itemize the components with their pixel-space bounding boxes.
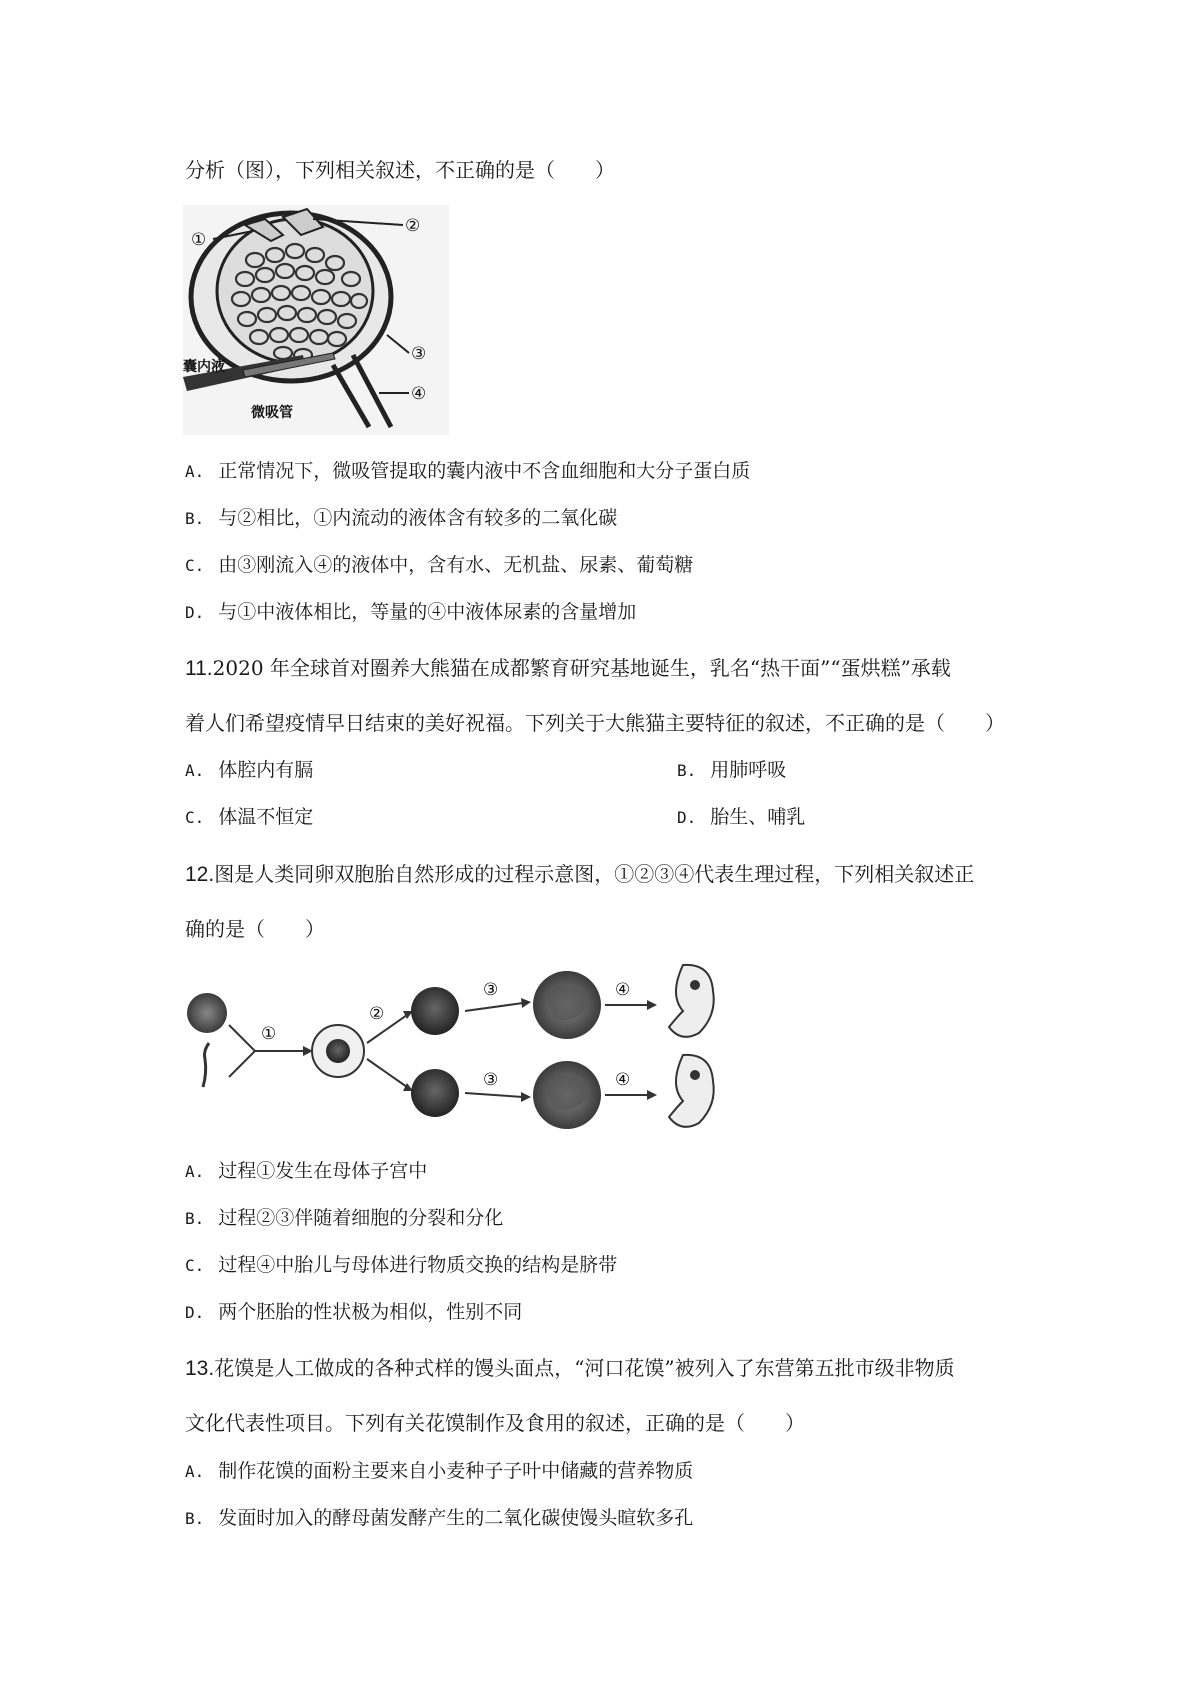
option-letter: D. — [185, 603, 205, 622]
q12-option-d — [185, 1299, 522, 1326]
option-text: 用肺呼吸 — [710, 759, 787, 781]
q12-option-a — [185, 1158, 427, 1185]
question-text: 图是人类同卵双胞胎自然形成的过程示意图，①②③④代表生理过程，下列相关叙述正 — [214, 862, 975, 886]
q11-stem-line2: 着人们希望疫情早日结束的美好祝福。下列关于大熊猫主要特征的叙述，不正确的是（ ） — [185, 711, 1005, 735]
option-letter: D. — [677, 808, 697, 827]
fig12-label-1: ① — [261, 1024, 277, 1044]
option-text: 与②相比，①内流动的液体含有较多的二氧化碳 — [218, 507, 618, 529]
option-text: 过程①发生在母体子宫中 — [218, 1160, 428, 1182]
fig10-label-2: ② — [405, 216, 421, 236]
fig12-label-3b: ③ — [483, 1070, 499, 1090]
q10-option-a — [185, 458, 750, 485]
q13-option-b — [185, 1505, 693, 1532]
q12-twin-development-figure — [183, 955, 723, 1135]
option-letter: B. — [185, 1509, 205, 1528]
question-text: 2020 年全球首对圈养大熊猫在成都繁育研究基地诞生，乳名“热干面”“蛋烘糕”承载 — [212, 656, 951, 680]
q13-stem-line2: 文化代表性项目。下列有关花馍制作及食用的叙述，正确的是（ ） — [185, 1411, 805, 1435]
question-text: 花馍是人工做成的各种式样的馒头面点，“河口花馍”被列入了东营第五批市级非物质 — [214, 1356, 955, 1380]
q12-stem-line1 — [185, 861, 974, 888]
q10-nephron-figure — [183, 205, 449, 435]
option-text: 过程②③伴随着细胞的分裂和分化 — [218, 1207, 504, 1229]
q10-stem-tail: 分析（图），下列相关叙述，不正确的是（ ） — [185, 158, 615, 182]
option-letter: A. — [185, 1462, 205, 1481]
option-letter: A. — [185, 761, 205, 780]
option-text: 与①中液体相比，等量的④中液体尿素的含量增加 — [218, 601, 637, 623]
option-letter: C. — [185, 808, 205, 827]
fig12-label-2a: ② — [369, 1004, 385, 1024]
fig12-label-4b: ④ — [615, 1070, 631, 1090]
q12-option-b — [185, 1205, 503, 1232]
q11-stem-line1 — [185, 655, 951, 682]
fig10-label-4: ④ — [411, 384, 427, 404]
question-number: 13. — [185, 1357, 215, 1380]
option-text: 胎生、哺乳 — [710, 806, 806, 828]
question-number: 12. — [185, 863, 215, 886]
q10-option-b — [185, 505, 617, 532]
option-letter: B. — [185, 1209, 205, 1228]
option-text: 体温不恒定 — [218, 806, 314, 828]
option-text: 体腔内有膈 — [218, 759, 314, 781]
option-letter: A. — [185, 462, 205, 481]
option-letter: B. — [185, 509, 205, 528]
q11-option-d — [677, 804, 805, 831]
option-text: 由③刚流入④的液体中，含有水、无机盐、尿素、葡萄糖 — [218, 554, 694, 576]
option-letter: D. — [185, 1303, 205, 1322]
q12-stem-line2: 确的是（ ） — [185, 917, 325, 941]
fig12-label-3a: ③ — [483, 980, 499, 1000]
option-text: 两个胚胎的性状极为相似，性别不同 — [218, 1301, 523, 1323]
question-number: 11. — [185, 657, 213, 680]
option-letter: A. — [185, 1162, 205, 1181]
option-letter: C. — [185, 1256, 205, 1275]
option-text: 过程④中胎儿与母体进行物质交换的结构是脐带 — [218, 1254, 618, 1276]
option-letter: B. — [677, 761, 697, 780]
fig10-label-1: ① — [191, 230, 207, 250]
q11-option-a — [185, 757, 313, 784]
option-letter: C. — [185, 556, 205, 575]
q12-option-c — [185, 1252, 617, 1279]
q13-option-a — [185, 1458, 693, 1485]
fig12-label-4a: ④ — [615, 980, 631, 1000]
fig10-text-micropipette: 微吸管 — [251, 405, 293, 421]
fig10-text-sac-fluid: 囊内液 — [183, 359, 225, 375]
q10-option-c — [185, 552, 693, 579]
option-text: 制作花馍的面粉主要来自小麦种子子叶中储藏的营养物质 — [218, 1460, 694, 1482]
q11-option-c — [185, 804, 313, 831]
option-text: 正常情况下，微吸管提取的囊内液中不含血细胞和大分子蛋白质 — [218, 460, 751, 482]
q10-option-d — [185, 599, 636, 626]
fig10-label-3: ③ — [411, 344, 427, 364]
q11-option-b — [677, 757, 786, 784]
option-text: 发面时加入的酵母菌发酵产生的二氧化碳使馒头暄软多孔 — [218, 1507, 694, 1529]
q13-stem-line1 — [185, 1355, 955, 1382]
